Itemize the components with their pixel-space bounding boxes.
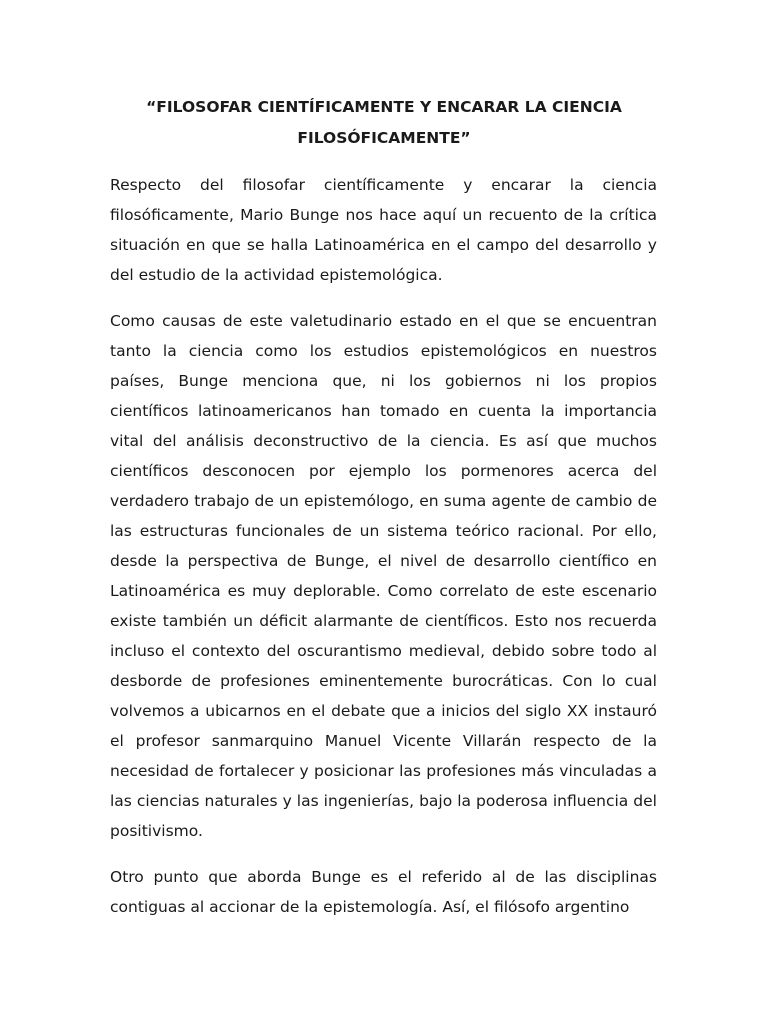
- document-title: [100, 92, 668, 154]
- title-line-1: “FILOSOFAR CIENTÍFICAMENTE Y ENCARAR LA CIENCIA: [146, 98, 622, 116]
- paragraph-3: Otro punto que aborda Bunge es el referido al de las disciplinas contiguas al accionar de la epistemología. Así, el filósofo argentino: [110, 868, 657, 916]
- title-line-2: FILOSÓFICAMENTE”: [297, 129, 471, 147]
- document-body: [110, 170, 657, 938]
- paragraph-1: Respecto del filosofar científicamente y encarar la ciencia filosóficamente, Mario Bunge nos hace aquí un recuento de la crítica situación en que se halla Latinoamérica en el campo del desarrollo y del estudio de la actividad epistemológica.: [110, 176, 657, 284]
- paragraph-2: Como causas de este valetudinario estado en el que se encuentran tanto la ciencia como los estudios epistemológicos en nuestros países, Bunge menciona que, ni los gobiernos ni los propios científicos latinoamericanos han tomado en cuenta la importancia vital del análisis deconstructivo de la ciencia. Es así que muchos científicos desconocen por ejemplo los pormenores acerca del verdadero trabajo de un epistemólogo, en suma agente de cambio de las estructuras funcionales de un sistema teórico racional. Por ello, desde la perspectiva de Bunge, el nivel de desarrollo científico en Latinoamérica es muy deplorable. Como correlato de este escenario existe también un déficit alarmante de científicos. Esto nos recuerda incluso el contexto del oscurantismo medieval, debido sobre todo al desborde de profesiones eminentemente burocráticas. Con lo cual volvemos a ubicarnos en el debate que a inicios del siglo XX instauró el profesor sanmarquino Manuel Vicente Villarán respecto de la necesidad de fortalecer y posicionar las profesiones más vinculadas a las ciencias naturales y las ingenierías, bajo la poderosa influencia del positivismo.: [110, 312, 657, 840]
